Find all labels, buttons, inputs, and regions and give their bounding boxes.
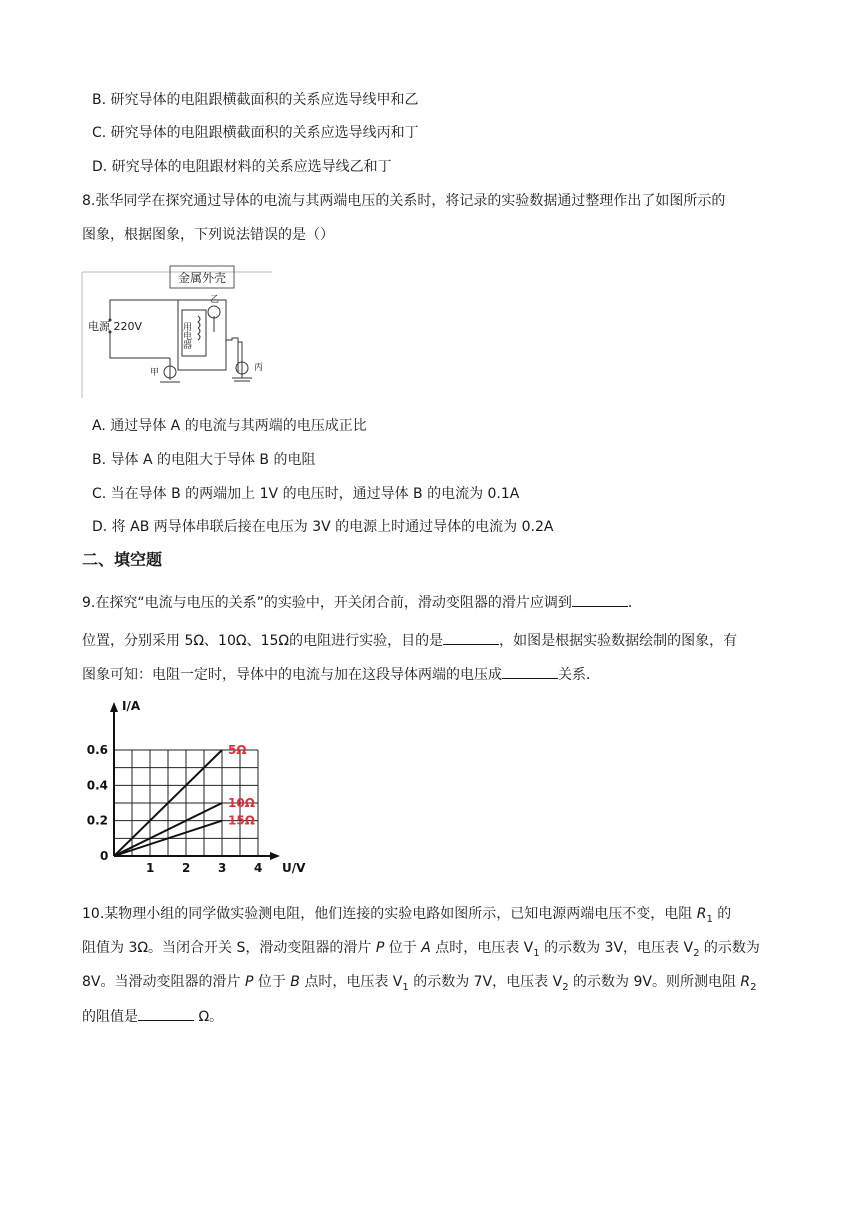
q9-line2-end: ，如图是根据实验数据绘制的图象，有 <box>499 633 738 649</box>
x-axis-arrow <box>270 852 280 860</box>
q10-r-symbol: R <box>696 906 707 922</box>
y-tick-label: 0.4 <box>86 778 108 793</box>
q10-text: 的示数为 <box>699 940 760 956</box>
q10-sub: 1 <box>706 913 713 925</box>
x-tick-label: 2 <box>182 861 191 875</box>
q10-text: 10.某物理小组的同学做实验测电阻，他们连接的实验电路如图所示，已知电源两端电压不变，电阻 <box>82 906 697 922</box>
q9-blank-2[interactable] <box>443 630 499 645</box>
q8-circuit-figure <box>82 262 272 398</box>
q10-text: 8V。当滑动变阻器的滑片 <box>82 974 245 990</box>
q10-sub: 2 <box>693 947 700 959</box>
q9-line1-text: 9.在探究“电流与电压的关系”的实验中，开关闭合前，滑动变阻器的滑片应调到 <box>82 595 572 611</box>
q8-stem-line1: 8.张华同学在探究通过导体的电流与其两端电压的关系时，将记录的实验数据通过整理作出了如图所示的 <box>82 193 726 209</box>
q9-line3-end: 关系． <box>558 667 600 683</box>
q9-line2 <box>82 630 737 651</box>
q10-line4 <box>82 1006 223 1027</box>
x-tick-label: 3 <box>218 861 227 875</box>
q10-text: 的示数为 3V，电压表 V <box>539 940 694 956</box>
q8-meter-jia-label: 甲 <box>150 368 160 378</box>
q10-b-symbol: B <box>290 974 300 990</box>
series-label-5Ω: 5Ω <box>228 743 247 757</box>
q10-text: Ω。 <box>194 1009 224 1025</box>
q8-case-label: 金属外壳 <box>177 271 227 285</box>
q8-source-label: 电源 220V <box>88 320 143 333</box>
q10-sub: 1 <box>533 947 540 959</box>
q8-option-a: A. 通过导体 A 的电流与其两端的电压成正比 <box>92 418 367 434</box>
q9-blank-1[interactable] <box>572 592 628 607</box>
series-label-15Ω: 15Ω <box>228 813 255 828</box>
q9-iu-chart <box>82 698 306 878</box>
q7-option-d: D. 研究导体的电阻跟材料的关系应选导线乙和丁 <box>92 159 392 175</box>
q10-text: 的 <box>712 906 732 922</box>
q9-line1 <box>82 592 632 613</box>
series-label-10Ω: 10Ω <box>228 796 255 810</box>
y-tick-label: 0.6 <box>86 743 108 757</box>
q10-text: 位于 <box>384 940 422 956</box>
x-tick-label: 1 <box>146 861 155 875</box>
q10-blank[interactable] <box>138 1006 194 1021</box>
q8-stem-line2: 图象，根据图象，下列说法错误的是（） <box>82 227 334 243</box>
x-axis-label: U/V <box>282 861 306 875</box>
section-title: 二、填空题 <box>82 550 163 569</box>
q10-sub: 2 <box>562 981 569 993</box>
q10-text: 阻值为 3Ω。当闭合开关 S，滑动变阻器的滑片 <box>82 940 376 956</box>
q10-a-symbol: A <box>421 940 431 956</box>
y-tick-label: 0.2 <box>86 813 108 828</box>
q7-option-b: B. 研究导体的电阻跟横截面积的关系应选导线甲和乙 <box>92 92 419 108</box>
q10-line1 <box>82 904 731 930</box>
q10-text: 点时，电压表 V <box>430 940 534 956</box>
x-tick-label: 4 <box>254 861 263 875</box>
q8-option-b: B. 导体 A 的电阻大于导体 B 的电阻 <box>92 452 316 468</box>
y-axis-label: I/A <box>122 699 141 713</box>
q10-line2 <box>82 938 760 964</box>
q10-sub: 1 <box>402 981 409 993</box>
q8-meter-yi-label: 乙 <box>210 295 220 305</box>
q10-text: 点时，电压表 V <box>299 974 403 990</box>
q9-line3 <box>82 664 600 685</box>
q10-p-symbol: P <box>375 940 385 956</box>
q9-blank-3[interactable] <box>502 664 558 679</box>
q9-line2-text: 位置，分别采用 5Ω、10Ω、15Ω的电阻进行实验，目的是 <box>82 633 444 649</box>
q10-r-symbol: R <box>740 974 751 990</box>
q8-appliance-label: 用电器 <box>181 322 191 349</box>
q10-line3 <box>82 972 757 998</box>
q8-option-c: C. 当在导体 B 的两端加上 1V 的电压时，通过导体 B 的电流为 0.1A <box>92 486 520 502</box>
q7-option-c: C. 研究导体的电阻跟横截面积的关系应选导线丙和丁 <box>92 125 419 141</box>
q10-text: 的阻值是 <box>82 1009 138 1025</box>
q9-line3-text: 图象可知：电阻一定时，导体中的电流与加在这段导体两端的电压成 <box>82 667 502 683</box>
q10-text: 的示数为 7V，电压表 V <box>408 974 563 990</box>
q8-meter-bing-label: 丙 <box>254 363 264 373</box>
q10-sub: 2 <box>750 981 757 993</box>
q10-text: 位于 <box>253 974 291 990</box>
q10-p-symbol: P <box>244 974 254 990</box>
q10-text: 的示数为 9V。则所测电阻 <box>568 974 741 990</box>
origin-label: 0 <box>100 849 109 863</box>
q9-line1-end: . <box>627 595 633 611</box>
q8-option-d: D. 将 AB 两导体串联后接在电压为 3V 的电源上时通过导体的电流为 0.2A <box>92 519 554 535</box>
y-axis-arrow <box>110 702 118 712</box>
